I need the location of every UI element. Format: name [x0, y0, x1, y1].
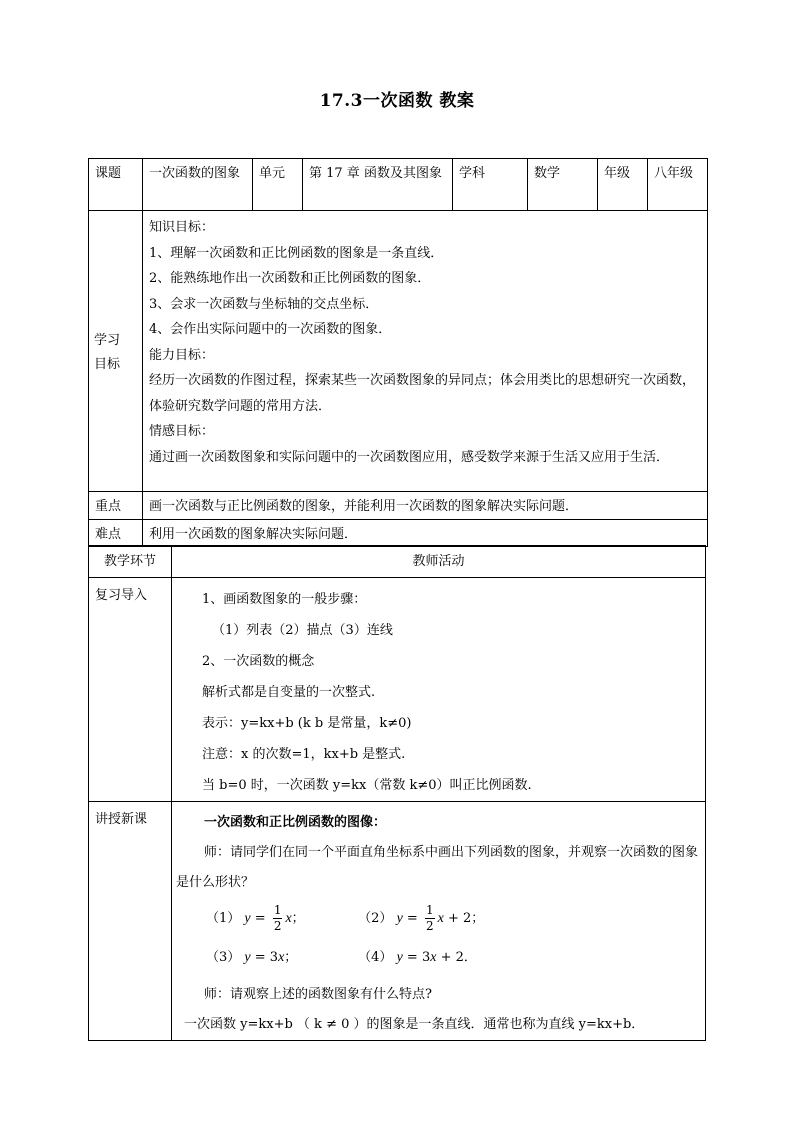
review-row [89, 578, 706, 802]
eq2-equals: = [402, 911, 422, 926]
equations-row-1 [176, 898, 699, 940]
goals-line: 4、会作出实际问题中的一次函数的图象． [149, 322, 392, 337]
page-title: 17.3一次函数 教案 [319, 91, 475, 111]
col-teacher-activity: 教师活动 [172, 546, 706, 578]
goals-line: 1、理解一次函数和正比例函数的图象是一条直线． [149, 245, 444, 261]
eq3-equals: = 3 [250, 950, 279, 965]
eq3-number: （3） [206, 950, 241, 965]
eq4 [358, 950, 477, 965]
goals-label [89, 211, 143, 492]
eq2-numerator: 1 [425, 903, 434, 917]
eq1-equals: = [250, 911, 270, 926]
review-line: 2、一次函数的概念 [202, 654, 315, 669]
review-line: 注意：x 的次数=1，kx+b 是整式. [202, 747, 406, 762]
key-point-value: 画一次函数与正比例函数的图象，并能利用一次函数的图象解决实际问题． [143, 492, 708, 520]
teaching-activity-table [88, 545, 706, 1041]
eq1-fraction [273, 903, 283, 934]
new-lesson-heading: 一次函数和正比例函数的图像： [204, 815, 387, 830]
eq2-denominator: 2 [425, 919, 434, 933]
review-line: （1）列表（2）描点（3）连线 [212, 623, 393, 638]
subject-label: 学科 [453, 159, 528, 211]
eq4-equals: = 3 [402, 950, 431, 965]
eq2-var-y: y [396, 911, 403, 926]
eq2-var-x: x [437, 911, 444, 926]
eq3-end: ； [284, 950, 298, 965]
col-teaching-phase: 教学环节 [89, 546, 172, 578]
review-line: 表示：y=kx+b (k b 是常量，k≠0) [202, 716, 412, 731]
new-lesson-row [89, 802, 706, 1041]
eq3-var-x: x [278, 950, 285, 965]
new-lesson-question: 师：请同学们在同一个平面直角坐标系中画出下列函数的图象，并观察一次函数的图象是什么形状？ [176, 845, 699, 890]
goals-content [143, 211, 708, 492]
new-lesson-question-2: 师：请观察上述的函数图象有什么特点? [204, 987, 432, 1002]
unit-label: 单元 [253, 159, 303, 211]
goals-line: 2、能熟练地作出一次函数和正比例函数的图象． [149, 271, 431, 286]
difficulty-value: 利用一次函数的图象解决实际问题． [143, 519, 708, 547]
lesson-info-table [88, 158, 708, 547]
grade-label: 年级 [598, 159, 648, 211]
eq1-numerator: 1 [273, 903, 282, 917]
eq1 [206, 898, 354, 940]
key-point-row [89, 492, 708, 520]
goals-line: 情感目标： [149, 424, 215, 439]
goals-line: 通过画一次函数图象和实际问题中的一次函数图应用，感受数学来源于生活又应用于生活． [149, 449, 670, 465]
new-lesson-label: 讲授新课 [89, 802, 172, 1041]
eq3-var-y: y [244, 950, 251, 965]
eq4-end: ． [463, 950, 477, 965]
goals-label-text: 学习目标 [94, 332, 121, 372]
course-label: 课题 [89, 159, 143, 211]
review-line: 解析式都是自变量的一次整式. [202, 685, 376, 700]
eq4-number: （4） [358, 950, 393, 965]
eq4-var-y: y [396, 950, 403, 965]
course-value: 一次函数的图象 [143, 159, 253, 211]
subject-value: 数学 [528, 159, 598, 211]
goals-row [89, 211, 708, 492]
eq1-var-x: x [285, 911, 292, 926]
eq2-fraction [425, 903, 435, 934]
equations-row-2 [176, 940, 699, 976]
review-label: 复习导入 [89, 578, 172, 802]
unit-value: 第 17 章 函数及其图象 [303, 159, 453, 211]
key-point-label: 重点 [89, 492, 143, 520]
grade-value: 八年级 [648, 159, 708, 211]
goals-line: 3、会求一次函数与坐标轴的交点坐标． [149, 296, 379, 312]
activity-header-row [89, 546, 706, 578]
eq1-end: ； [291, 911, 305, 926]
eq2-number: （2） [358, 911, 393, 926]
eq2-constant: + 2 [443, 911, 472, 926]
goals-line: 能力目标： [149, 347, 215, 363]
difficulty-label: 难点 [89, 519, 143, 547]
goals-line: 经历一次函数的作图过程，探索某些一次函数图象的异同点；体会用类比的思想研究一次函数，体验研究数学问题的常用方法． [149, 373, 696, 414]
eq4-var-x: x [430, 950, 437, 965]
header-row [89, 159, 708, 211]
eq3 [206, 940, 354, 976]
review-line: 当 b=0 时，一次函数 y=kx（常数 k≠0）叫正比例函数. [202, 778, 532, 793]
review-line: 1、画函数图象的一般步骤： [202, 592, 367, 607]
new-lesson-conclusion: 一次函数 y=kx+b （ k ≠ 0 ）的图象是一条直线．通常也称为直线 y=kx+b． [184, 1017, 645, 1032]
new-lesson-content [172, 802, 706, 1041]
eq2-end: ； [471, 911, 485, 926]
eq1-number: （1） [206, 911, 241, 926]
goals-line: 知识目标： [149, 220, 215, 235]
eq4-constant: + 2 [436, 950, 464, 965]
eq2 [358, 903, 485, 933]
review-content [172, 578, 706, 802]
difficulty-row [89, 519, 708, 547]
eq1-var-y: y [244, 911, 251, 926]
eq1-denominator: 2 [273, 919, 282, 933]
